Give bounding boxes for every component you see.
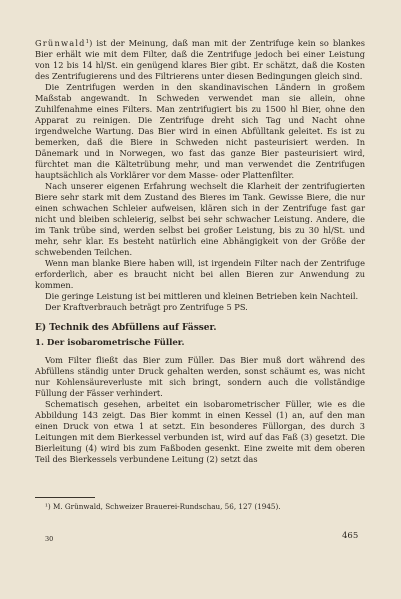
section-heading: E) Technik des Abfüllens auf Fässer. — [35, 323, 217, 333]
paragraph-1-text: ) ist der Meinung, daß man mit der Zentrifuge kein so blankes Bier erhält wie mit dem Filter, daß die Zentrifuge jedoch bei einer Leistung von 12 bis 14 hl/St. ein genügend klares Bier gibt. Er schätzt, daß die Kosten des Zentrifugierens und des Filtrierens unter diesen Bedingungen gleich sind. — [35, 38, 365, 81]
page-body — [35, 38, 365, 465]
paragraph-3: Nach unserer eigenen Erfahrung wechselt die Klarheit der zentrifugierten Biere sehr stark mit dem Zustand des Bieres im Tank. Gewisse Biere, die nur einen schwachen Schleier aufweisen, klären sich in der Zentrifuge fast gar nicht und bleiben schleierig, selbst bei sehr schwacher Leistung. Andere, die im Tank trübe sind, werden selbst bei großer Leistung, bis zu 30 hl/St. und mehr, sehr klar. Es besteht natürlich eine Abhängigkeit von der Größe der schwebenden Teilchen. — [35, 181, 365, 257]
paragraph-2: Die Zentrifugen werden in den skandinavischen Ländern in großem Maßstab angewandt. In Schweden verwendet man sie allein, ohne Zuhilfenahme eines Filters. Man zentrifugiert bis zu 1500 hl Bier, ohne den Apparat zu reinigen. Die Zentrifuge dreht sich Tag und Nacht ohne irgendwelche Wartung. Das Bier wird in einen Abfülltank geleitet. Es ist zu bemerken, daß die Biere in Schweden nicht pasteurisiert werden. In Dänemark und in Norwegen, wo fast das ganze Bier pasteurisiert wird, fürchtet man die Kältetrübung mehr, und man verwendet die Zentrifugen hauptsächlich als Vorklärer vor dem Masse- oder Plattenfilter. — [35, 82, 365, 180]
signature-mark: 30 — [45, 535, 54, 543]
author-name: Grünwald — [35, 38, 86, 48]
footnote-divider — [35, 497, 95, 498]
subsection-heading: 1. Der isobarometrische Füller. — [35, 338, 185, 348]
paragraph-7: Vom Filter fließt das Bier zum Füller. Das Bier muß dort während des Abfüllens ständig unter Druck gehalten werden, sonst schäumt es, was nicht nur Kohlensäureverluste mit sich bringt, sondern auch die vollständige Füllung der Fässer verhindert. — [35, 355, 365, 398]
paragraph-8: Schematisch gesehen, arbeitet ein isobarometrischer Füller, wie es die Abbildung 143 zeigt. Das Bier kommt in einen Kessel (1) an, auf den man einen Druck von etwa 1 at setzt. Ein besonderes Füllorgan, des durch 3 Leitungen mit dem Bierkessel verbunden ist, wird auf das Faß (3) gesetzt. Die Bierleitung (4) wird bis zum Faßboden gesenkt. Eine zweite mit dem oberen Teil des Bierkessels verbundene Leitung (2) setzt das — [35, 399, 365, 464]
footnote: ¹) M. Grünwald, Schweizer Brauerei-Rundschau, 56, 127 (1945). — [45, 502, 281, 511]
paragraph-5: Die geringe Leistung ist bei mittleren und kleinen Betrieben kein Nachteil. — [45, 291, 359, 301]
footnote-marker: 1 — [85, 39, 90, 45]
paragraph-1 — [35, 38, 365, 82]
page-number: 465 — [342, 531, 359, 541]
paragraph-4: Wenn man blanke Biere haben will, ist irgendein Filter nach der Zentrifuge erforderlich, aber es braucht nicht bei allen Bieren zur Anwendung zu kommen. — [35, 258, 365, 290]
paragraph-6: Der Kraftverbrauch beträgt pro Zentrifuge 5 PS. — [45, 302, 248, 312]
